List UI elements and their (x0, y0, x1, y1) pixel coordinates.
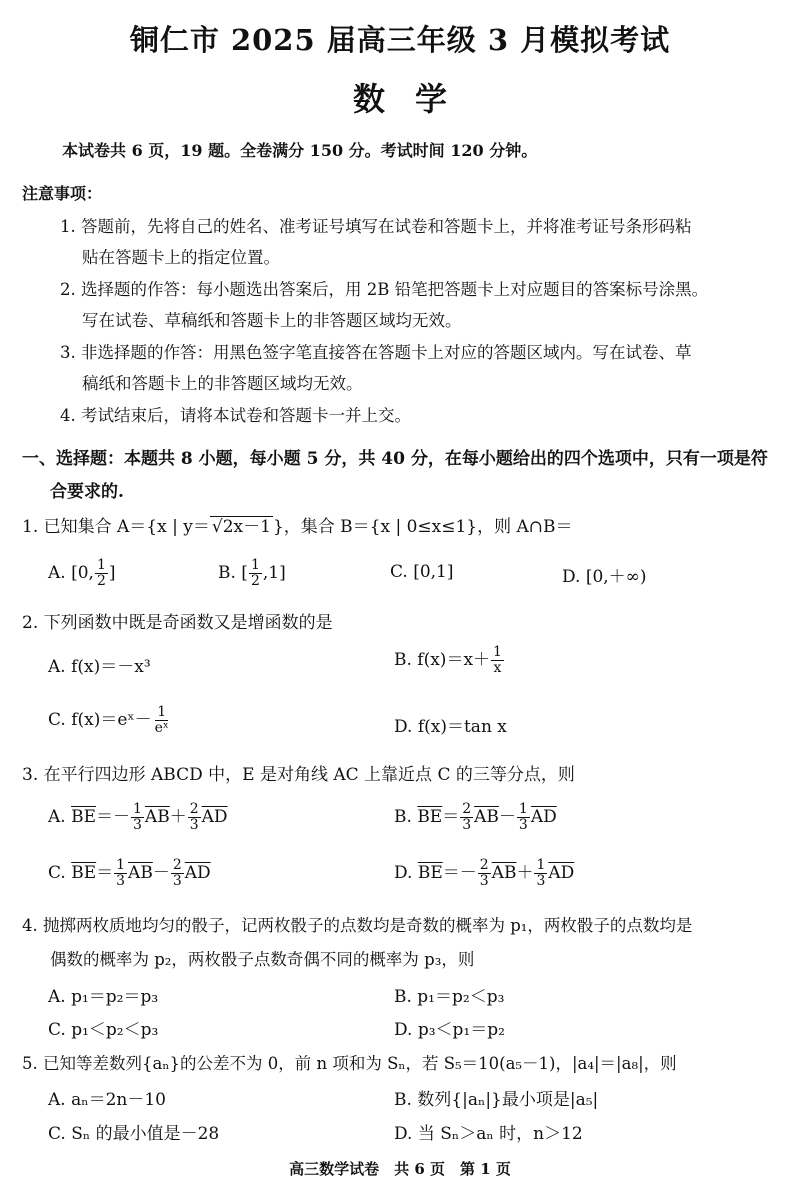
q3-option-d: D. $\overline{BE}=-$ $\frac{2}{3}$ $\overline{AB}+$ $\frac{1}{3}$ $\overline{AD}$ (394, 857, 575, 889)
notice-item-1-line-1: 1. 答题前，先将自己的姓名、准考证号填写在试卷和答题卡上，并将准考证号条形码粘 (60, 217, 692, 236)
question-5-stem: 5. 已知等差数列{aₙ}的公差不为 0，前 n 项和为 Sₙ，若 S₅＝10(a₅－1)，|a₄|＝|a₈|，则 (22, 1054, 677, 1073)
notice-item-2-line-2: 写在试卷、草稿纸和答题卡上的非答题区域均无效。 (82, 311, 462, 330)
q3-option-c: C. $\overline{BE}=$ $\frac{1}{3}$ $\overline{AB}-$ $\frac{2}{3}$ $\overline{AD}$ (48, 857, 211, 889)
q2-option-d: D. f(x)＝tan x (394, 717, 507, 737)
q5-option-d: D. 当 Sₙ＞aₙ 时，n＞12 (394, 1124, 583, 1144)
notice-heading: 注意事项： (22, 184, 103, 203)
notice-item-4: 4. 考试结束后，请将本试卷和答题卡一并上交。 (60, 406, 411, 425)
q4-option-a: A. p₁＝p₂＝p₃ (48, 987, 159, 1007)
q5-option-b: B. 数列{|aₙ|}最小项是|a₅| (394, 1090, 599, 1110)
exam-title: 铜仁市 2025 届高三年级 3 月模拟考试 (129, 23, 671, 57)
q3-option-a: A. $\overline{BE}=-$ $\frac{1}{3}$ $\overline{AB}+$ $\frac{2}{3}$ $\overline{AD}$ (48, 801, 228, 833)
notice-item-3-line-2: 稿纸和答题卡上的非答题区域均无效。 (82, 374, 363, 393)
q5-option-c: C. Sₙ 的最小值是－28 (48, 1124, 220, 1144)
notice-item-1-line-2: 贴在答题卡上的指定位置。 (82, 248, 280, 267)
section-1-heading-cont: 合要求的. (50, 482, 124, 502)
question-4-stem-line-2: 偶数的概率为 p₂，两枚骰子点数奇偶不同的概率为 p₃，则 (50, 950, 475, 969)
subject-title: 数学 (352, 80, 477, 118)
exam-intro: 本试卷共 6 页，19 题。全卷满分 150 分。考试时间 120 分钟。 (62, 141, 538, 160)
q4-option-d: D. p₃＜p₁＝p₂ (394, 1020, 505, 1040)
q4-option-c: C. p₁＜p₂＜p₃ (48, 1020, 159, 1040)
q3-option-b: B. $\overline{BE}=$ $\frac{2}{3}$ $\overline{AB}-$ $\frac{1}{3}$ $\overline{AD}$ (394, 801, 557, 833)
question-2-stem: 2. 下列函数中既是奇函数又是增函数的是 (22, 613, 333, 633)
sqrt-symbol: √2x－1 (211, 517, 271, 537)
notice-item-2-line-1: 2. 选择题的作答：每小题选出答案后，用 2B 铅笔把答题卡上对应题目的答案标号涂黑。 (60, 280, 709, 299)
question-3-stem: 3. 在平行四边形 ABCD 中，E 是对角线 AC 上靠近点 C 的三等分点，则 (22, 765, 575, 785)
q4-option-b: B. p₁＝p₂＜p₃ (394, 987, 505, 1007)
q1-option-c: C. [0,1] (390, 562, 454, 582)
section-1-heading: 一、选择题：本题共 8 小题，每小题 5 分，共 40 分，在每小题给出的四个选项中，只有一项是符 (22, 449, 768, 469)
q1-option-b: B. [ $\frac{1}{2}$ ,1] (218, 557, 286, 589)
q2-option-b: B. f(x)＝x＋ $\frac{1}{x}$ (394, 644, 502, 676)
notice-item-3-line-1: 3. 非选择题的作答：用黑色签字笔直接答在答题卡上对应的答题区域内。写在试卷、草 (60, 343, 692, 362)
question-1-stem: 1. 已知集合 A＝{x | y＝ √2x－1 }，集合 B＝{x | 0≤x≤1}，则 A∩B＝ (22, 517, 573, 537)
q5-option-a: A. aₙ＝2n－10 (48, 1090, 166, 1110)
q1-option-d: D. [0,＋∞) (562, 567, 647, 587)
q1-option-a: A. [0, $\frac{1}{2}$ ] (48, 557, 116, 589)
q2-option-a: A. f(x)＝－x³ (48, 657, 151, 677)
page-footer: 高三数学试卷 共 6 页 第 1 页 (289, 1160, 511, 1178)
q2-option-c: C. f(x)＝eˣ－ $\frac{1}{\text{eˣ}}$ (48, 704, 169, 736)
question-4-stem-line-1: 4. 抛掷两枚质地均匀的骰子，记两枚骰子的点数均是奇数的概率为 p₁，两枚骰子的点数均是 (22, 916, 693, 935)
